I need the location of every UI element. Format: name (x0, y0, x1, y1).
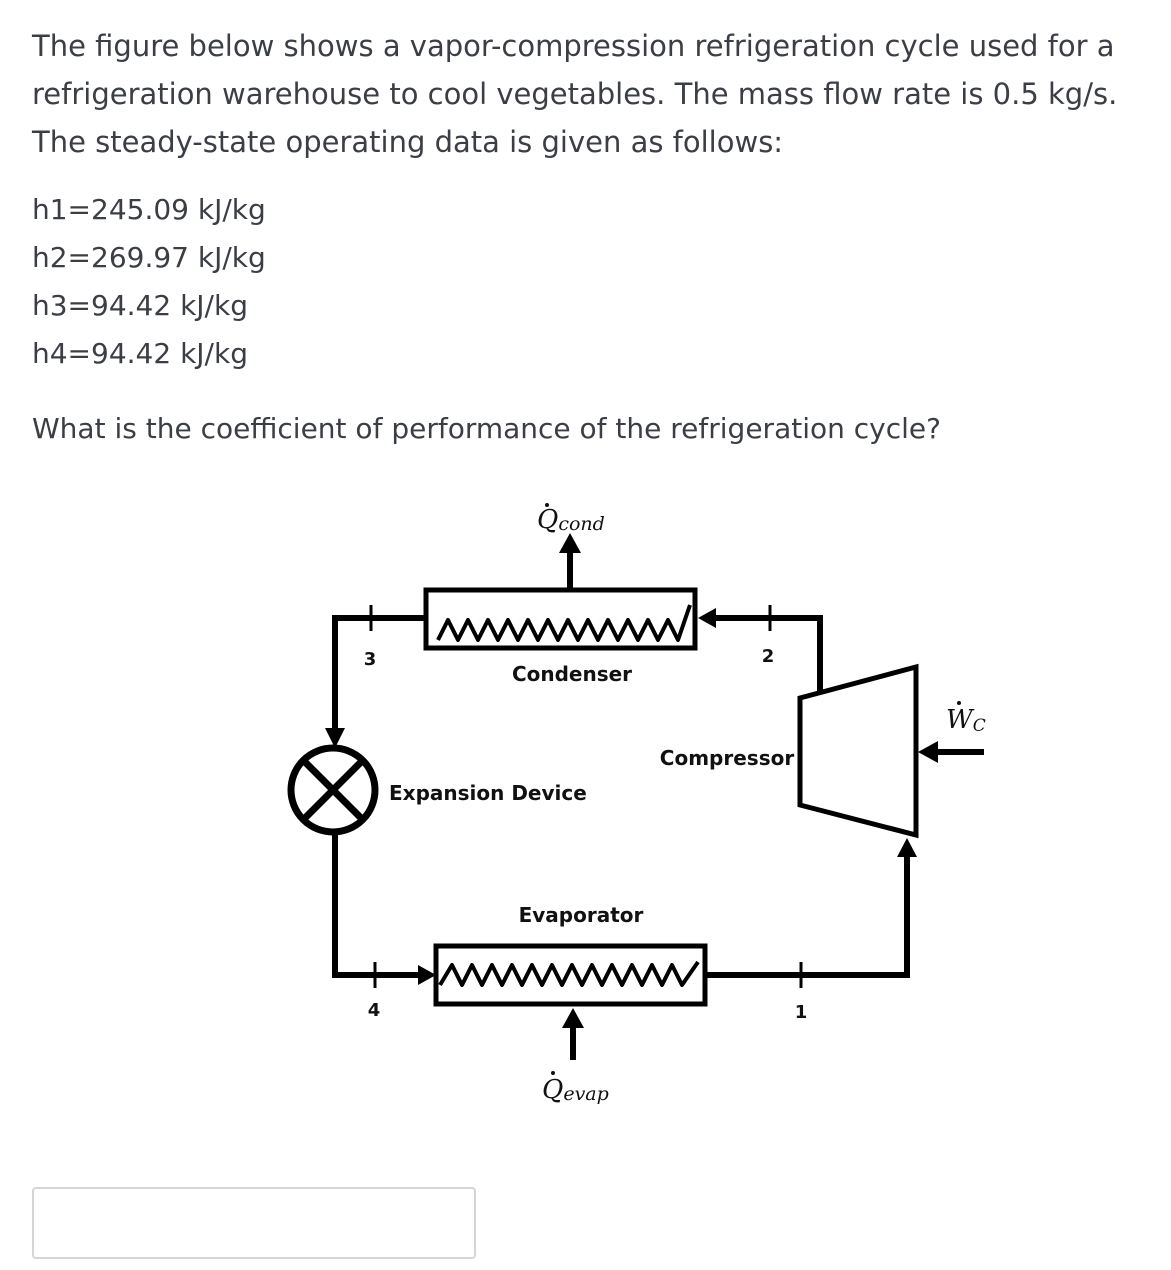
condenser-label: Condenser (511, 662, 633, 686)
evaporator (436, 946, 705, 1004)
compressor-label: Compressor (659, 746, 795, 770)
value-h3: h3=94.42 kJ/kg (32, 289, 248, 322)
expansion-device-label: Expansion Device (389, 781, 587, 805)
state-4-label: 4 (367, 1000, 381, 1021)
value-h2: h2=269.97 kJ/kg (32, 241, 266, 274)
question-intro: The figure below shows a vapor-compression refrigeration cycle used for a refrigeration warehouse to cool vegetables. The mass flow rate is 0.5 kg/s. The steady-state operating data is given as follows: (32, 29, 1118, 159)
condenser (426, 590, 695, 648)
arrow-into-evaporator (418, 965, 436, 985)
state-2-label: 2 (761, 646, 775, 667)
work-label: WC (946, 705, 986, 736)
answer-input[interactable] (32, 1187, 476, 1259)
evaporator-label: Evaporator (518, 903, 644, 927)
arrow-into-condenser (698, 608, 716, 628)
work-input-arrow (918, 741, 984, 763)
question-ask: What is the coefficient of performance of the refrigeration cycle? (32, 412, 941, 445)
arrow-into-compressor (897, 838, 917, 857)
pipe-3 (335, 618, 426, 735)
pipe-4 (335, 830, 428, 975)
value-h1: h1=245.09 kJ/kg (32, 193, 266, 226)
q-cond-arrow (559, 533, 581, 588)
q-evap-label: Qevap (542, 1075, 609, 1105)
value-h4: h4=94.42 kJ/kg (32, 337, 248, 370)
expansion-device-icon (291, 748, 375, 832)
state-1-label: 1 (794, 1002, 808, 1023)
q-cond-label: Qcond (537, 505, 605, 535)
pipe-1 (706, 855, 907, 975)
state-3-label: 3 (363, 649, 377, 670)
compressor-icon (800, 667, 916, 835)
q-evap-arrow (562, 1008, 584, 1060)
